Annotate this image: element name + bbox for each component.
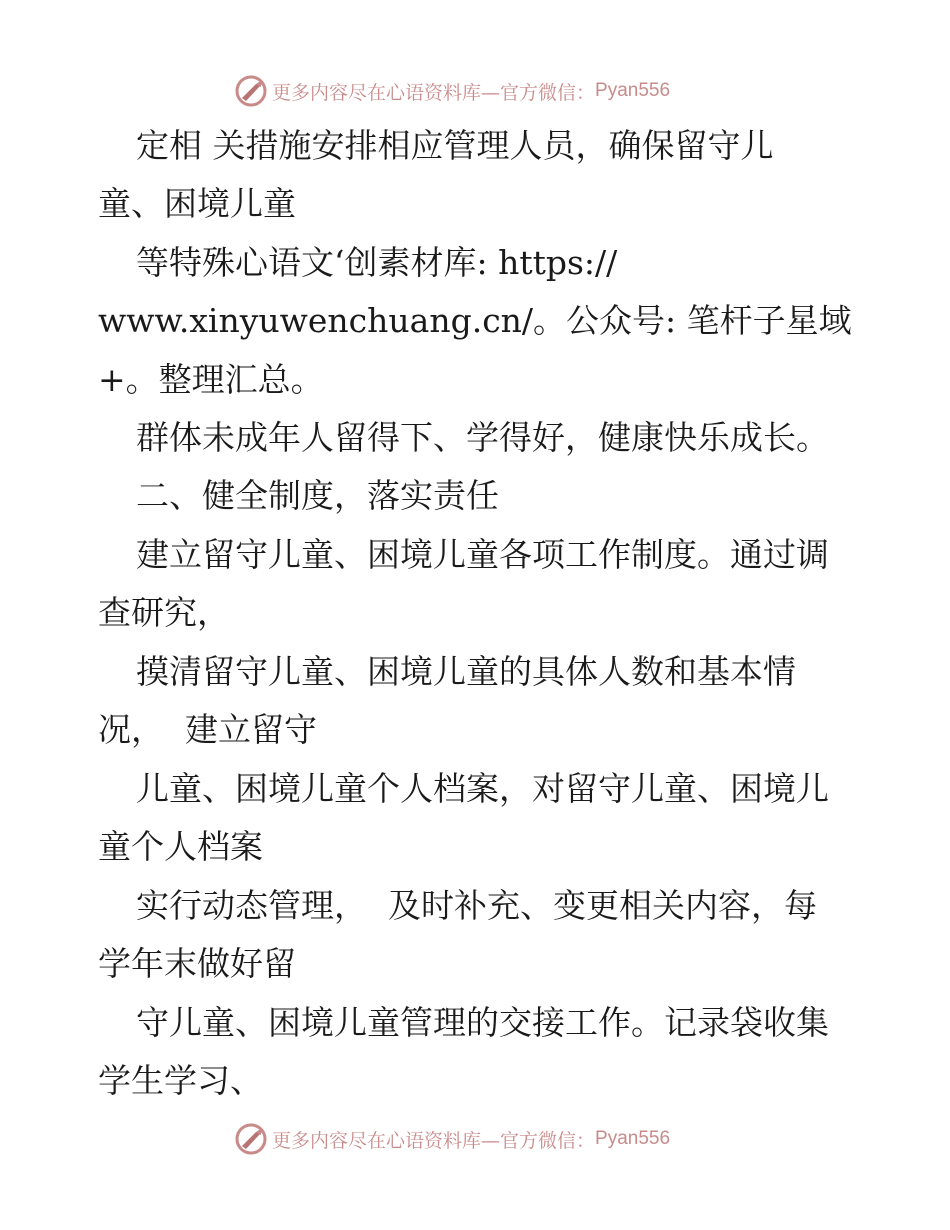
text-line: 群体未成年人留得下、学得好，健康快乐成长。 [136, 418, 829, 457]
text-line: 摸清留守儿童、困境儿童的具体人数和基本情 [136, 652, 796, 691]
text-line: 守儿童、困境儿童管理的交接工作。记录袋收集 [136, 1003, 829, 1042]
footer-banner [234, 1119, 670, 1159]
text-line: 查研究， [98, 593, 230, 632]
pen-logo-icon [234, 1122, 268, 1156]
text-line: 学年末做好留 [98, 944, 296, 983]
text-line: +。整理汇总。 [98, 360, 324, 399]
text-line: 况， 建立留守 [98, 710, 317, 749]
text-line: 童个人档案 [98, 827, 263, 866]
text-line: 定相 关措施安排相应管理人员，确保留守儿 [136, 126, 774, 165]
text-line: 实行动态管理， 及时补充、变更相关内容，每 [136, 886, 817, 925]
banner-account: Pyan556 [595, 1128, 671, 1149]
text-line: www.xinyuwenchuang.cn/。公众号: 笔杆子星域 [98, 301, 852, 340]
pen-logo-icon [234, 74, 268, 108]
banner-text: 更多内容尽在心语资料库—官方微信： [272, 1129, 596, 1152]
header-banner [234, 71, 670, 111]
text-line: 建立留守儿童、困境儿童各项工作制度。通过调 [136, 535, 829, 574]
banner-text: 更多内容尽在心语资料库—官方微信： [272, 81, 596, 104]
text-line: 二、健全制度，落实责任 [136, 476, 499, 515]
text-line: 童、困境儿童 [98, 184, 296, 223]
banner-account: Pyan556 [595, 80, 671, 101]
text-line: 学生学习、 [98, 1061, 263, 1100]
text-line: 等特殊心语文‘创素材库: https:// [136, 243, 618, 282]
text-line: 儿童、困境儿童个人档案，对留守儿童、困境儿 [136, 769, 829, 808]
